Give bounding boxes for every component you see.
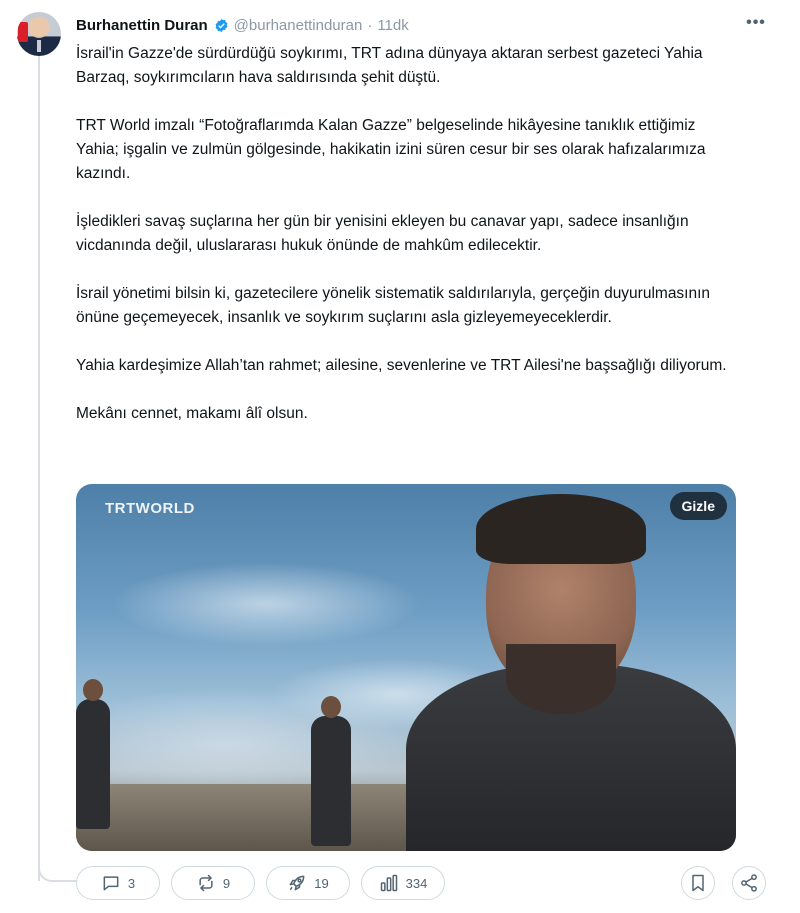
reply-count: 3 [127, 875, 136, 891]
post-media-image[interactable] [76, 484, 736, 851]
media-subject [406, 494, 736, 851]
author-handle[interactable]: @burhanettinduran [233, 16, 363, 34]
separator-dot: · [367, 16, 373, 34]
post-paragraph: Yahia kardeşimize Allah’tan rahmet; ailesine, sevenlerine ve TRT Ailesi'ne başsağlığı diliyorum. [76, 357, 727, 374]
repost-icon [196, 873, 216, 893]
post-text [76, 42, 736, 450]
post-paragraph: İsrail'in Gazze'de sürdürdüğü soykırımı, TRT adına dünyaya aktaran serbest gazeteci Yahia Barzaq, soykırımcıların hava saldırısında şehit düştü. [76, 45, 703, 86]
background-person [76, 699, 110, 829]
post-time[interactable]: 11dk [377, 16, 409, 34]
flag-decoration [18, 22, 28, 42]
rocket-icon [287, 873, 307, 893]
views-button[interactable] [361, 866, 445, 900]
post-paragraph: TRT World imzalı “Fotoğraflarımda Kalan Gazze” belgeselinde hikâyesine tanıklık ettiğimiz Yahia; işgalin ve zulmün gölgesinde, hakikatin izini süren cesur bir ses olarak hafızalarımıza kazındı. [76, 117, 706, 182]
post-paragraph: İşledikleri savaş suçlarına her gün bir yenisini ekleyen bu canavar yapı, sadece insanlığın vicdanında değil, uluslararası hukuk önünde de mahkûm edilecektir. [76, 213, 689, 254]
post-header [76, 14, 409, 36]
share-icon [739, 873, 759, 893]
reply-icon [101, 873, 121, 893]
avatar-detail [37, 40, 41, 52]
boost-count: 19 [314, 875, 329, 891]
post-paragraph: Mekânı cennet, makamı âlî olsun. [76, 405, 308, 422]
repost-count: 9 [222, 875, 231, 891]
thread-connector [38, 862, 78, 882]
verified-badge-icon [214, 18, 229, 33]
background-person [311, 716, 351, 846]
boost-button[interactable] [266, 866, 350, 900]
bookmark-button[interactable] [681, 866, 715, 900]
thread-line [38, 56, 40, 881]
avatar[interactable] [17, 12, 61, 56]
repost-button[interactable] [171, 866, 255, 900]
reply-button[interactable] [76, 866, 160, 900]
action-bar [76, 866, 445, 900]
share-button[interactable] [732, 866, 766, 900]
post-paragraph: İsrail yönetimi bilsin ki, gazetecilere yönelik sistematik saldırılarıyla, gerçeğin duyurulmasının önüne geçemeyecek, insanlık ve soykırım suçlarını asla gizleyemeyeceklerdir. [76, 285, 711, 326]
more-options-icon[interactable]: ••• [746, 14, 766, 31]
hide-media-button[interactable]: Gizle [670, 492, 727, 520]
views-icon [379, 873, 399, 893]
author-name[interactable]: Burhanettin Duran [76, 16, 208, 34]
views-count: 334 [405, 875, 428, 891]
bookmark-icon [688, 873, 708, 893]
media-watermark: TRTWORLD [105, 500, 195, 517]
